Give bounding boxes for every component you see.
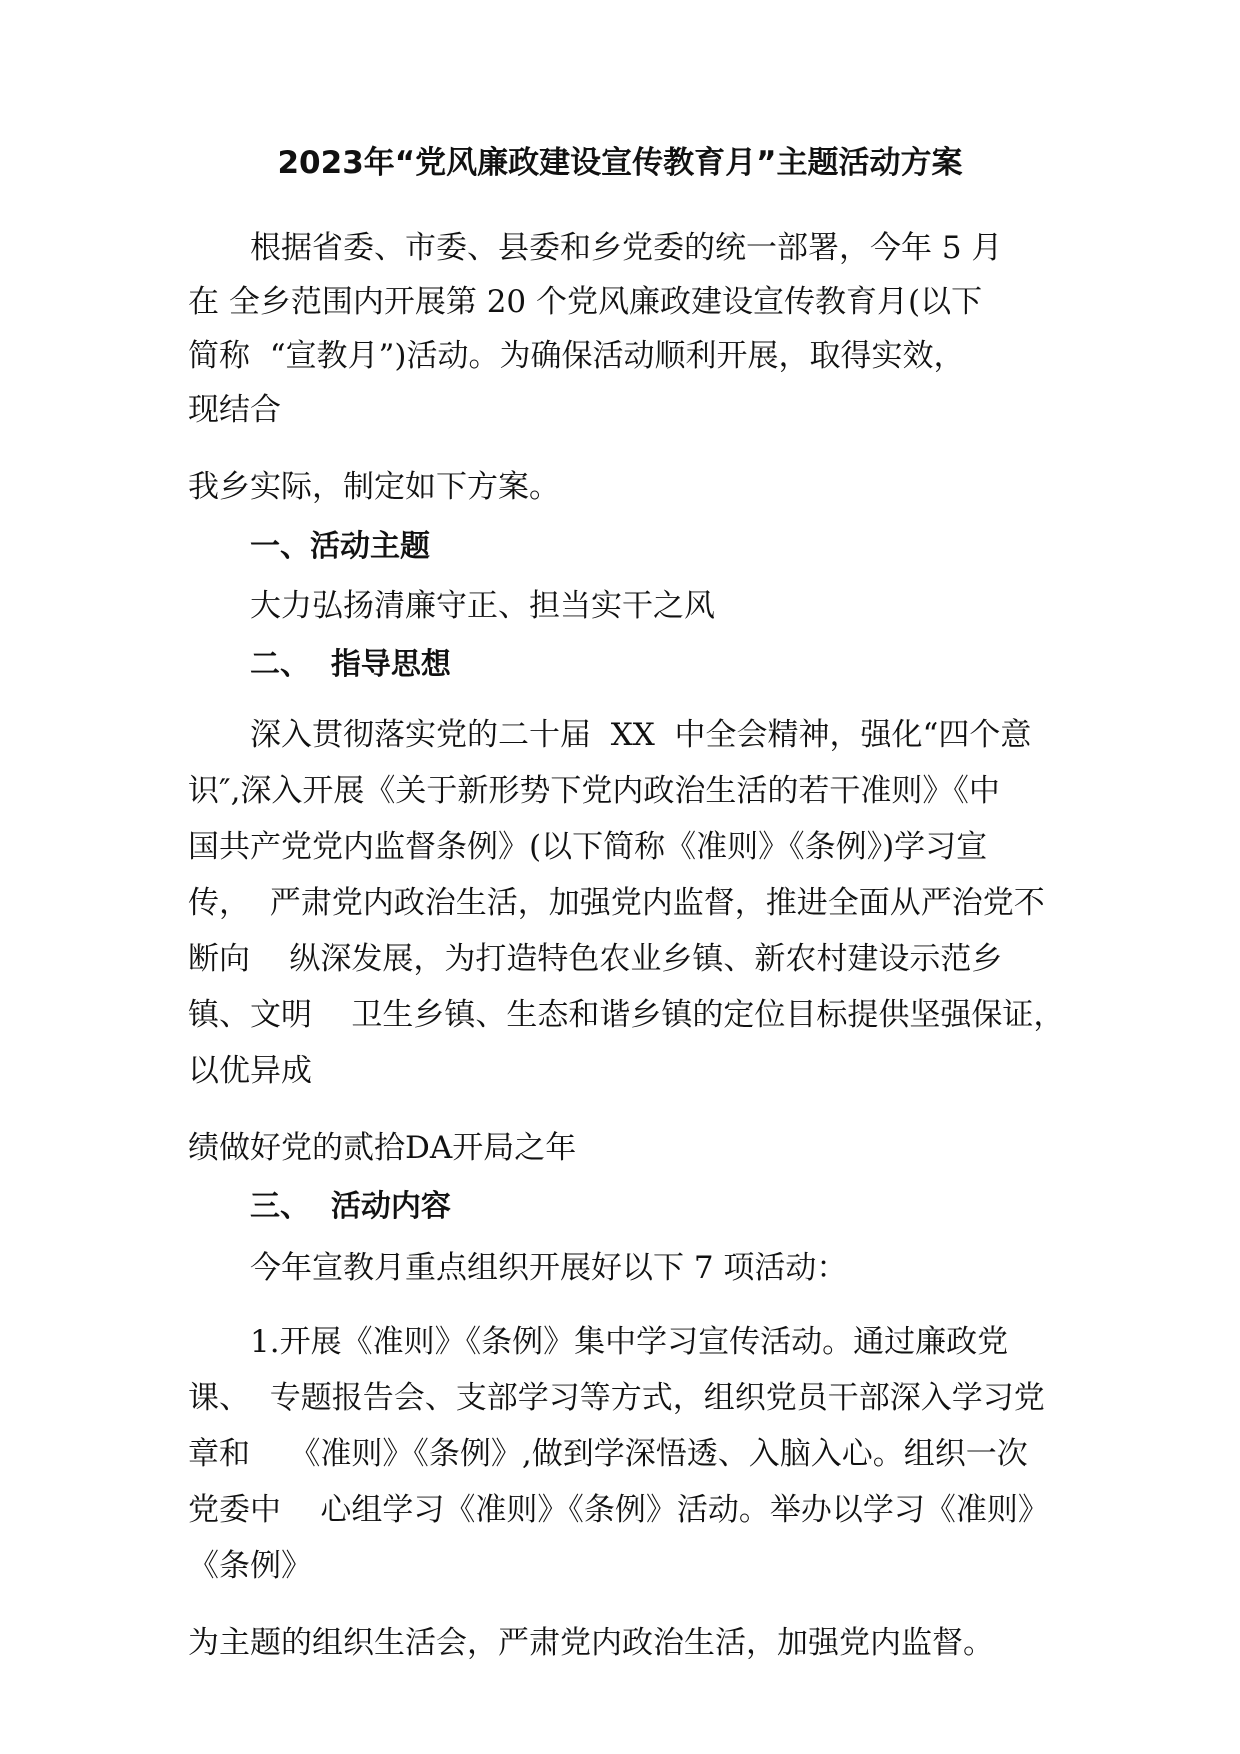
section-2-line-8: 绩做好党的贰拾DA开局之年	[188, 1130, 577, 1166]
section-3-line-3: 课、 专题报告会、支部学习等方式，组织党员干部深入学习党	[188, 1380, 1045, 1416]
section-2-line-4: 传， 严肃党内政治生活，加强党内监督，推进全面从严治党不	[188, 885, 1045, 921]
intro-line-1: 根据省委、市委、县委和乡党委的统一部署，今年 5 月	[250, 230, 1003, 266]
section-3-line-7: 为主题的组织生活会，严肃党内政治生活，加强党内监督。	[188, 1625, 994, 1661]
document-title: 2023年“党风廉政建设宣传教育月”主题活动方案	[277, 145, 963, 181]
section-2-line-5: 断向 纵深发展，为打造特色农业乡镇、新农村建设示范乡	[188, 941, 1003, 977]
intro-line-2: 在 全乡范围内开展第 20 个党风廉政建设宣传教育月(以下	[188, 284, 983, 320]
section-1-heading: 一、活动主题	[250, 529, 430, 564]
section-3-line-2: 1.开展《准则》《条例》集中学习宣传活动。通过廉政党	[250, 1324, 1009, 1360]
section-2-line-1: 深入贯彻落实党的二十届 XX 中全会精神，强化“四个意	[250, 717, 1032, 753]
section-3-line-5: 党委中 心组学习《准则》《条例》活动。举办以学习《准则》	[188, 1492, 1049, 1528]
section-2-line-7: 以优异成	[188, 1053, 312, 1089]
section-3-line-4: 章和 《准则》《条例》,做到学深悟透、入脑入心。组织一次	[188, 1436, 1028, 1472]
intro-line-5: 我乡实际，制定如下方案。	[188, 469, 560, 505]
section-2-line-3: 国共产党党内监督条例》(以下简称《准则》《条例》)学习宣	[188, 829, 988, 865]
intro-line-4: 现结合	[188, 392, 281, 428]
section-1-text: 大力弘扬清廉守正、担当实干之风	[250, 588, 715, 624]
section-2-line-2: 识″,深入开展《关于新形势下党内政治生活的若干准则》《中	[188, 773, 1000, 809]
intro-line-3: 简称 “宣教月”)活动。为确保活动顺利开展，取得实效，	[188, 338, 965, 374]
section-3-heading: 三、 活动内容	[250, 1189, 451, 1224]
section-2-line-6: 镇、文明 卫生乡镇、生态和谐乡镇的定位目标提供坚强保证，	[188, 997, 1065, 1033]
section-3-line-1: 今年宣教月重点组织开展好以下 7 项活动：	[250, 1250, 848, 1286]
section-2-heading: 二、 指导思想	[250, 647, 451, 682]
section-3-line-6: 《条例》	[188, 1548, 312, 1584]
